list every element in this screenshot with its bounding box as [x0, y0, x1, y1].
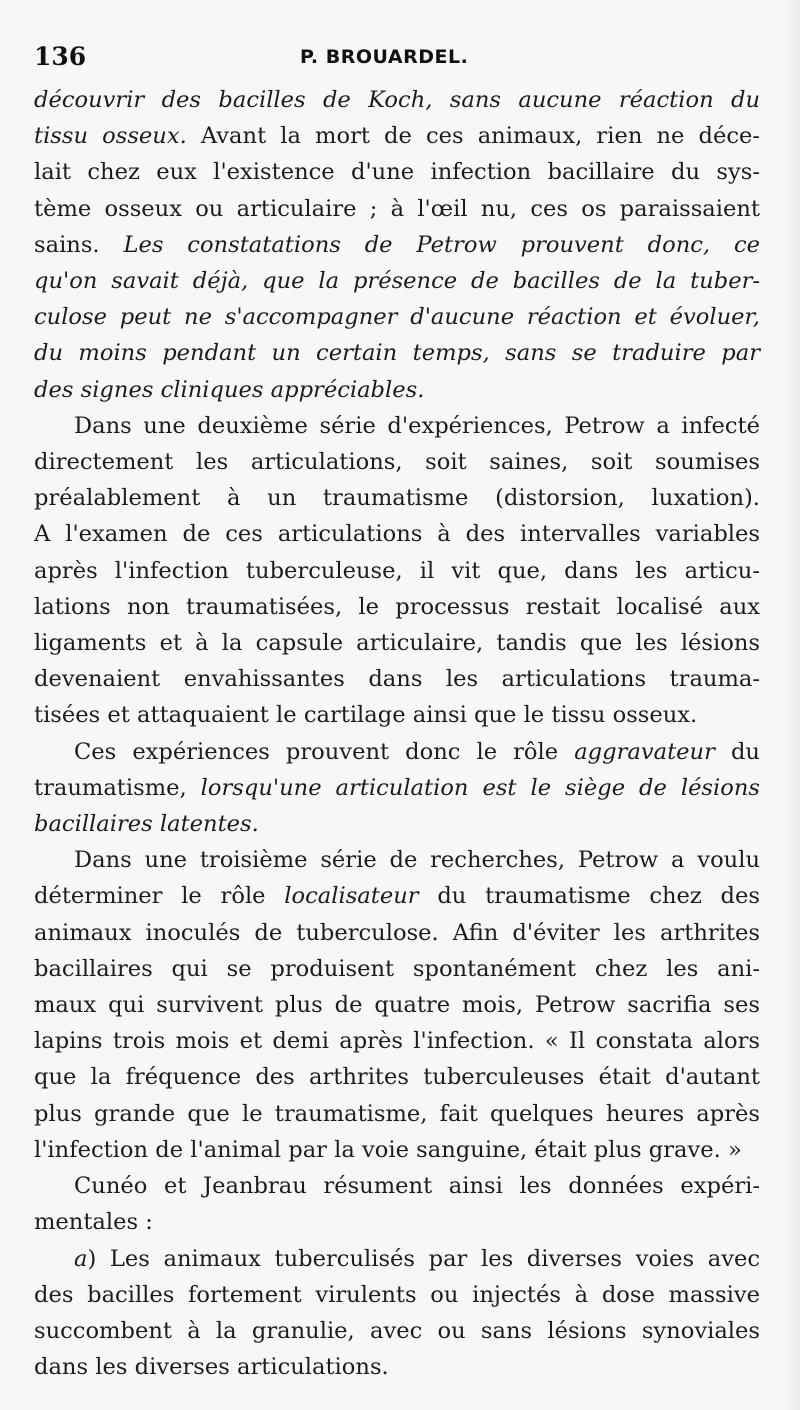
- text-run: tème osseux ou articulaire ; à l'œil nu, ces os paraissaient: [34, 195, 760, 222]
- text-line: [34, 82, 760, 118]
- text-run: mentales :: [34, 1209, 153, 1236]
- text-line: [34, 1096, 760, 1132]
- text-line: [34, 372, 760, 408]
- text-line: [34, 625, 760, 661]
- italic-text: bacillaires latentes.: [34, 811, 259, 838]
- text-line: [34, 1241, 760, 1277]
- italic-text: des signes cliniques appréciables.: [34, 376, 425, 403]
- italic-text: tissu osseux.: [34, 123, 187, 150]
- text-line: [34, 516, 760, 552]
- text-run: maux qui survivent plus de quatre mois, Petrow sacrifia ses: [34, 992, 760, 1019]
- text-line: [34, 1168, 760, 1204]
- text-line: [34, 734, 760, 770]
- text-run: A l'examen de ces articulations à des intervalles variables: [34, 521, 760, 548]
- text-run: devenaient envahissantes dans les articulations trauma-: [34, 666, 760, 693]
- text-run: l'infection de l'animal par la voie sanguine, était plus grave. »: [34, 1136, 742, 1163]
- text-run: lapins trois mois et demi après l'infection. « Il constata alors: [34, 1028, 760, 1055]
- text-line: [34, 589, 760, 625]
- text-run: ) Les animaux tuberculisés par les diverses voies avec: [87, 1245, 760, 1272]
- italic-text: aggravateur: [574, 738, 715, 765]
- text-run: Dans une deuxième série d'expériences, Petrow a infecté: [74, 412, 760, 439]
- text-line: [34, 842, 760, 878]
- italic-text: a: [74, 1245, 88, 1272]
- page-number: 136: [34, 42, 87, 71]
- text-line: [34, 1132, 760, 1168]
- italic-text: culose peut ne s'accompagner d'aucune réaction et évoluer,: [34, 304, 760, 331]
- text-line: [34, 553, 760, 589]
- text-run: du traumatisme chez des: [418, 883, 760, 910]
- text-line: [34, 951, 760, 987]
- text-line: [34, 299, 760, 335]
- text-line: [34, 661, 760, 697]
- text-run: succombent à la granulie, avec ou sans lésions synoviales: [34, 1317, 760, 1344]
- text-run: traumatisme,: [34, 774, 201, 801]
- text-line: [34, 227, 760, 263]
- text-line: [34, 1059, 760, 1095]
- running-head-author: P. BROUARDEL.: [300, 46, 469, 68]
- text-run: ligaments et à la capsule articulaire, tandis que les lésions: [34, 630, 760, 657]
- text-run: Cunéo et Jeanbrau résument ainsi les données expéri-: [74, 1173, 760, 1200]
- text-line: [34, 154, 760, 190]
- text-run: Avant la mort de ces animaux, rien ne déce-: [186, 123, 760, 150]
- text-run: sains.: [34, 231, 124, 258]
- text-line: [34, 1313, 760, 1349]
- text-run: lations non traumatisées, le processus restait localisé aux: [34, 593, 760, 620]
- italic-text: Les constatations de Petrow prouvent donc, ce: [123, 231, 760, 258]
- text-line: [34, 1349, 760, 1385]
- text-line: [34, 1023, 760, 1059]
- italic-text: découvrir des bacilles de Koch, sans aucune réaction du: [34, 87, 760, 113]
- text-line: [34, 444, 760, 480]
- text-line: [34, 1204, 760, 1240]
- text-run: que la fréquence des arthrites tuberculeuses était d'autant: [34, 1064, 760, 1091]
- text-line: [34, 480, 760, 516]
- running-head: [34, 38, 760, 82]
- text-line: [34, 1277, 760, 1313]
- text-run: animaux inoculés de tuberculose. Afin d'éviter les arthrites: [34, 919, 760, 946]
- italic-text: localisateur: [284, 883, 419, 910]
- text-line: [34, 118, 760, 154]
- text-run: des bacilles fortement virulents ou injectés à dose massive: [34, 1281, 760, 1308]
- text-run: lait chez eux l'existence d'une infection bacillaire du sys-: [34, 159, 760, 186]
- text-line: [34, 335, 760, 371]
- italic-text: du moins pendant un certain temps, sans se traduire par: [34, 340, 760, 367]
- text-run: directement les articulations, soit saines, soit soumises: [34, 449, 760, 476]
- italic-text: lorsqu'une articulation est le siège de lésions: [200, 774, 761, 801]
- text-line: [34, 697, 760, 733]
- text-run: préalablement à un traumatisme (distorsion, luxation).: [34, 485, 760, 512]
- body-text: [34, 82, 760, 1385]
- text-line: [34, 915, 760, 951]
- text-run: déterminer le rôle: [34, 883, 285, 910]
- text-line: [34, 987, 760, 1023]
- italic-text: qu'on savait déjà, que la présence de bacilles de la tuber-: [34, 268, 760, 295]
- text-run: après l'infection tuberculeuse, il vit que, dans les articu-: [34, 557, 760, 584]
- text-line: [34, 263, 760, 299]
- text-run: bacillaires qui se produisent spontanément chez les ani-: [34, 955, 760, 982]
- text-run: du: [714, 738, 760, 765]
- text-run: Ces expériences prouvent donc le rôle: [74, 738, 575, 765]
- text-line: [34, 806, 760, 842]
- text-line: [34, 770, 760, 806]
- text-run: tisées et attaquaient le cartilage ainsi que le tissu osseux.: [34, 702, 698, 729]
- text-line: [34, 878, 760, 914]
- text-run: Dans une troisième série de recherches, Petrow a voulu: [74, 847, 760, 874]
- text-run: dans les diverses articulations.: [34, 1354, 389, 1381]
- text-line: [34, 191, 760, 227]
- text-line: [34, 408, 760, 444]
- text-run: plus grande que le traumatisme, fait quelques heures après: [34, 1100, 760, 1127]
